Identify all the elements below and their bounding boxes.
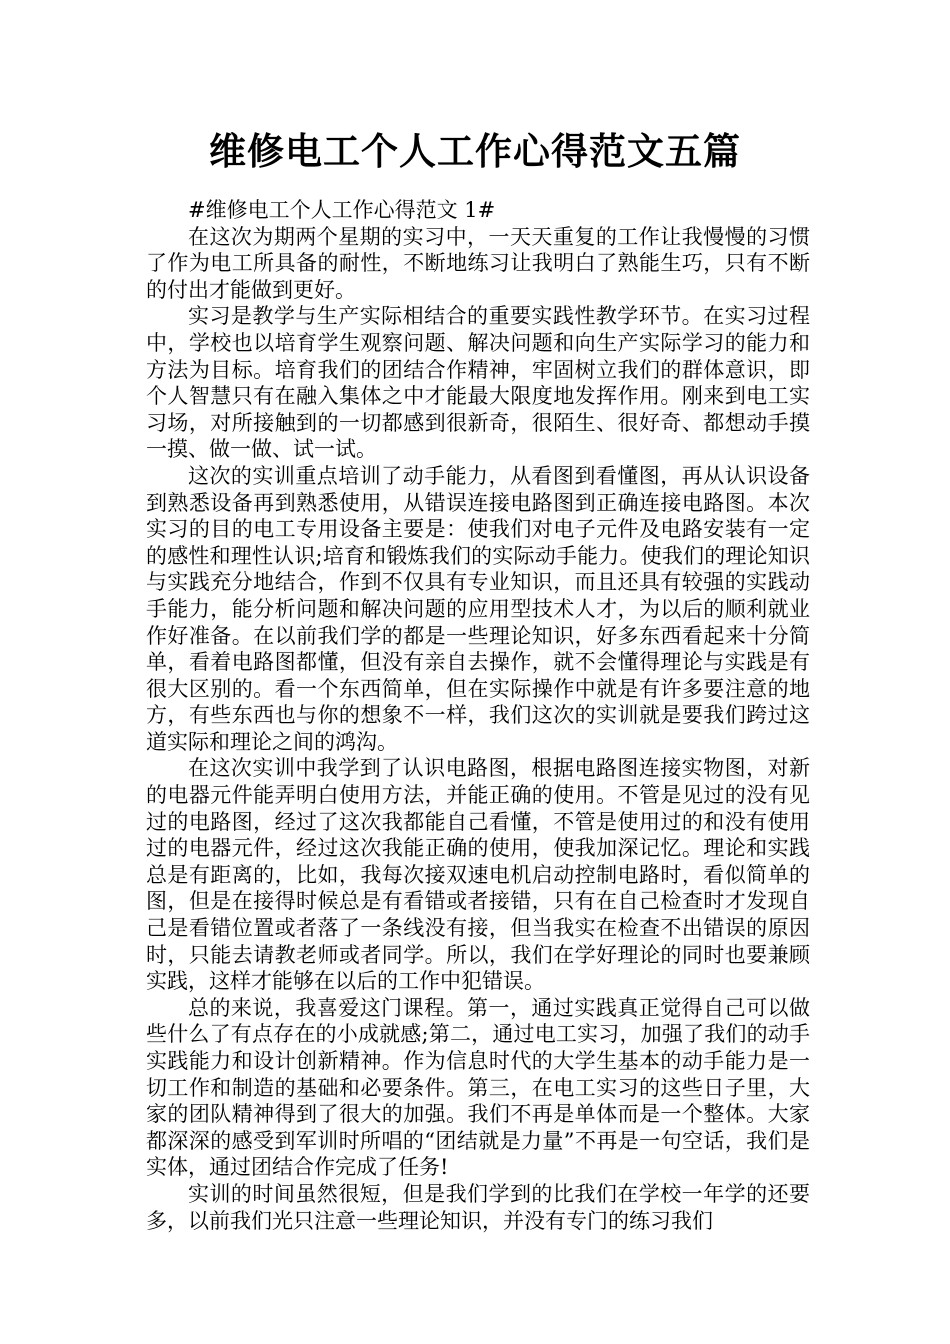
paragraph-4: 在这次实训中我学到了认识电路图，根据电路图连接实物图，对新的电器元件能弄明白使用方法，并能正确的使用。不管是见过的没有见过的电路图，经过了这次我都能自己看懂，不管是使用过的和没有使用过的电器元件，经过这次我能正确的使用，使我加深记忆。理论和实践总是有距离的，比如，我每次接双速电机启动控制电路时，看似简单的图，但是在接得时候总是有看错或者接错，只有在自己检查时才发现自己是看错位置或者落了一条线没有接，但当我实在检查不出错误的原因时，只能去请教老师或者同学。所以，我们在学好理论的同时也要兼顾实践，这样才能够在以后的工作中犯错误。 (146, 756, 810, 994)
paragraph-6: 实训的时间虽然很短，但是我们学到的比我们在学校一年学的还要多，以前我们光只注意一些理论知识，并没有专门的练习我们 (146, 1181, 810, 1233)
paragraph-3: 这次的实训重点培训了动手能力，从看图到看懂图，再从认识设备到熟悉设备再到熟悉使用，从错误连接电路图到正确连接电路图。本次实习的目的电工专用设备主要是：使我们对电子元件及电路安装有一定的感性和理性认识;培育和锻炼我们的实际动手能力。使我们的理论知识与实践充分地结合，作到不仅具有专业知识，而且还具有较强的实践动手能力，能分析问题和解决问题的应用型技术人才，为以后的顺利就业作好准备。在以前我们学的都是一些理论知识，好多东西看起来十分简单，看着电路图都懂，但没有亲自去操作，就不会懂得理论与实践是有很大区别的。看一个东西简单，但在实际操作中就是有许多要注意的地方，有些东西也与你的想象不一样，我们这次的实训就是要我们跨过这道实际和理论之间的鸿沟。 (146, 463, 810, 754)
paragraph-2: 实习是教学与生产实际相结合的重要实践性教学环节。在实习过程中，学校也以培育学生观察问题、解决问题和向生产实际学习的能力和方法为目标。培育我们的团结合作精神，牢固树立我们的群体意识，即个人智慧只有在融入集体之中才能最大限度地发挥作用。刚来到电工实习场，对所接触到的一切都感到很新奇，很陌生、很好奇、都想动手摸一摸、做一做、试一试。 (146, 304, 810, 462)
paragraph-5: 总的来说，我喜爱这门课程。第一，通过实践真正觉得自己可以做些什么了有点存在的小成就感;第二，通过电工实习，加强了我们的动手实践能力和设计创新精神。作为信息时代的大学生基本的动手能力是一切工作和制造的基础和必要条件。第三，在电工实习的这些日子里，大家的团队精神得到了很大的加强。我们不再是单体而是一个整体。大家都深深的感受到军训时所唱的“团结就是力量”不再是一句空话，我们是实体，通过团结合作完成了任务! (146, 995, 810, 1180)
page-title: 维修电工个人工作心得范文五篇 (209, 130, 741, 173)
paragraph-1: 在这次为期两个星期的实习中，一天天重复的工作让我慢慢的习惯了作为电工所具备的耐性，不断地练习让我明白了熟能生巧，只有不断的付出才能做到更好。 (146, 224, 810, 302)
section-heading: #维修电工个人工作心得范文 1# (188, 198, 496, 222)
document-body (146, 197, 810, 1234)
